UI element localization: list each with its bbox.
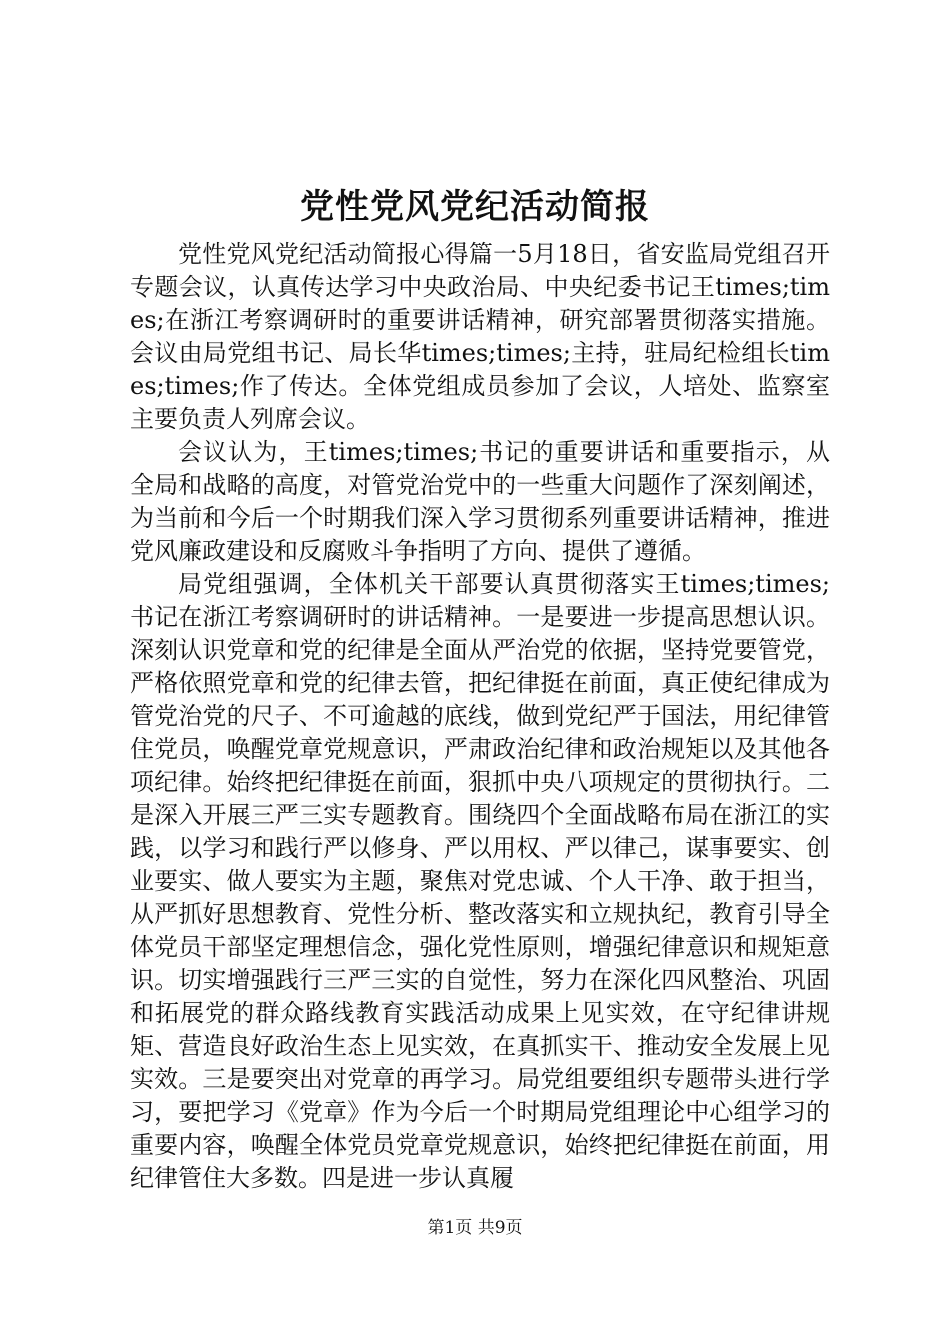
paragraph-3: 局党组强调，全体机关干部要认真贯彻落实王times;times;书记在浙江考察调研时的讲话精神。一是要进一步提高思想认识。深刻认识党章和党的纪律是全面从严治党的依据，坚持党要管党，严格依照党章和党的纪律去管，把纪律挺在前面，真正使纪律成为管党治党的尺子、不可逾越的底线，做到党纪严于国法，用纪律管住党员，唤醒党章党规意识，严肃政治纪律和政治规矩以及其他各项纪律。始终把纪律挺在前面，狠抓中央八项规定的贯彻执行。二是深入开展三严三实专题教育。围绕四个全面战略布局在浙江的实践，以学习和践行严以修身、严以用权、严以律己，谋事要实、创业要实、做人要实为主题，聚焦对党忠诚、个人干净、敢于担当，从严抓好思想教育、党性分析、整改落实和立规执纪，教育引导全体党员干部坚定理想信念，强化党性原则，增强纪律意识和规矩意识。切实增强践行三严三实的自觉性，努力在深化四风整治、巩固和拓展党的群众路线教育实践活动成果上见实效，在守纪律讲规矩、营造良好政治生态上见实效，在真抓实干、推动安全发展上见实效。三是要突出对党章的再学习。局党组要组织专题带头进行学习，要把学习《党章》作为今后一个时期局党组理论中心组学习的重要内容，唤醒全体党员党章党规意识，始终把纪律挺在前面，用纪律管住大多数。四是进一步认真履 bbox=[130, 570, 830, 1192]
document-body bbox=[130, 238, 830, 1195]
page-footer bbox=[0, 1216, 950, 1240]
document-title: 党性党风党纪活动简报 bbox=[300, 187, 650, 227]
paragraph-1: 党性党风党纪活动简报心得篇一5月18日，省安监局党组召开专题会议，认真传达学习中央政治局、中央纪委书记王times;times;在浙江考察调研时的重要讲话精神，研究部署贯彻落实措施。会议由局党组书记、局长华times;times;主持，驻局纪检组长times;times;作了传达。全体党组成员参加了会议，人培处、监察室主要负责人列席会议。 bbox=[130, 240, 830, 433]
page-number-label: 第1页 共9页 bbox=[427, 1218, 523, 1238]
paragraph-2: 会议认为，王times;times;书记的重要讲话和重要指示，从全局和战略的高度，对管党治党中的一些重大问题作了深刻阐述，为当前和今后一个时期我们深入学习贯彻系列重要讲话精神，推进党风廉政建设和反腐败斗争指明了方向、提供了遵循。 bbox=[130, 438, 830, 565]
